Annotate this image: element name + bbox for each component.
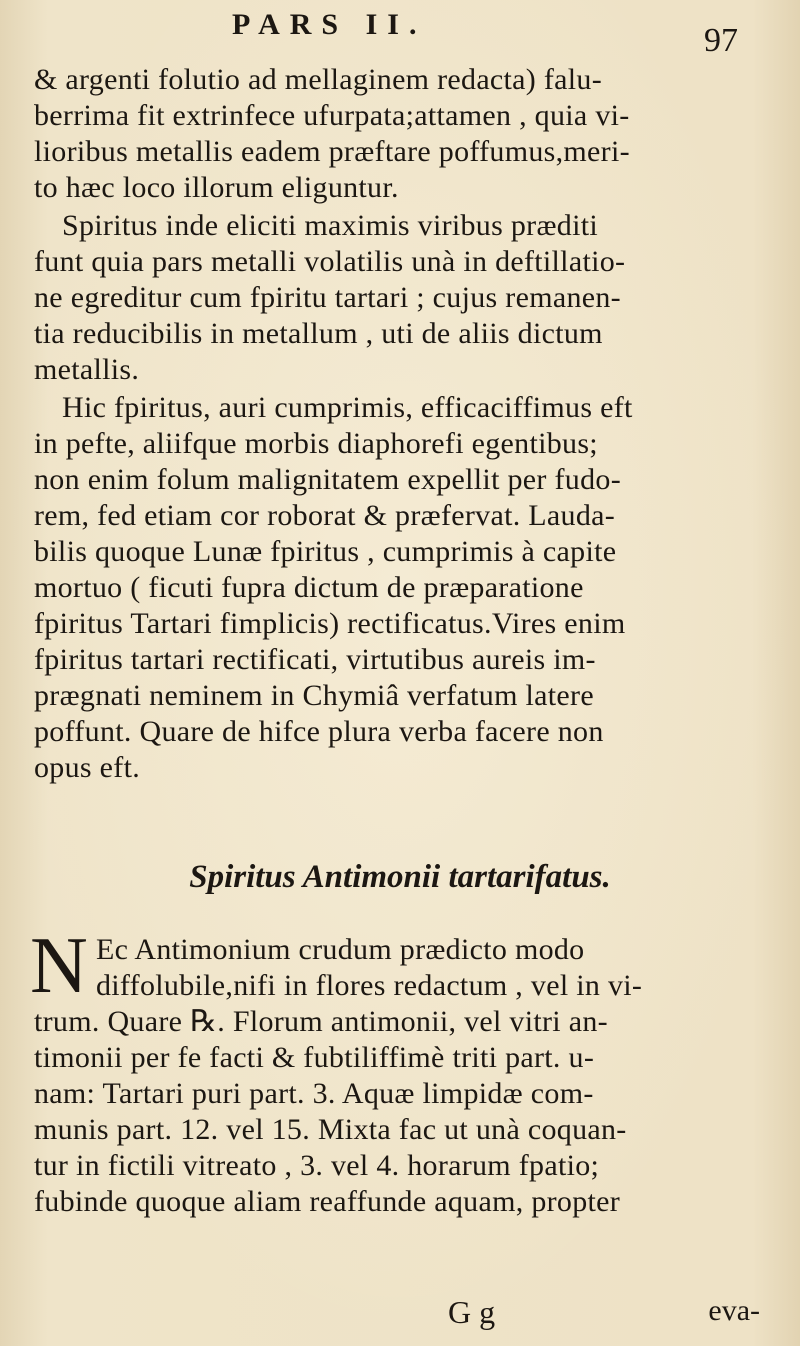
text-line: trum. Quare ℞. Florum antimonii, vel vitri an-	[34, 1005, 608, 1038]
text-line: nam: Tartari puri part. 3. Aquæ limpidæ com-	[34, 1077, 594, 1110]
text-line: tur in fictili vitreato , 3. vel 4. horarum fpatio;	[34, 1149, 600, 1182]
catchword: eva-	[708, 1294, 760, 1327]
text-line: tia reducibilis in metallum , uti de aliis dictum	[34, 317, 603, 350]
running-head: PARS II.	[232, 8, 427, 41]
text-line: funt quia pars metalli volatilis unà in deftillatio-	[34, 245, 626, 278]
text-line: mortuo ( ficuti fupra dictum de præparatione	[34, 571, 584, 604]
text-line: opus eft.	[34, 751, 141, 784]
drop-cap: N	[30, 922, 88, 1010]
text-line: fpiritus Tartari fimplicis) rectificatus.Vires enim	[34, 607, 626, 640]
text-line: in pefte, aliifque morbis diaphorefi egentibus;	[34, 427, 598, 460]
text-line: prægnati neminem in Chymiâ verfatum latere	[34, 679, 594, 712]
text-line: diffolubile,nifi in flores redactum , vel in vi-	[96, 969, 643, 1002]
text-line: & argenti folutio ad mellaginem redacta) falu-	[34, 63, 603, 96]
signature-mark: G g	[448, 1294, 496, 1330]
text-line: berrima fit extrinfece ufurpata;attamen , quia vi-	[34, 99, 630, 132]
text-line: lioribus metallis eadem præftare poffumus,meri-	[34, 135, 630, 168]
text-line: Hic fpiritus, auri cumprimis, efficaciffimus eft	[62, 391, 633, 424]
text-line: ne egreditur cum fpiritu tartari ; cujus remanen-	[34, 281, 621, 314]
text-line: Spiritus inde eliciti maximis viribus præditi	[62, 209, 598, 242]
section-heading: Spiritus Antimonii tartarifatus.	[189, 859, 611, 895]
text-line: non enim folum malignitatem expellit per fudo-	[34, 463, 621, 496]
text-line: timonii per fe facti & fubtiliffimè triti part. u-	[34, 1041, 595, 1074]
text-line: metallis.	[34, 353, 140, 386]
text-line: fubinde quoque aliam reaffunde aquam, propter	[34, 1185, 621, 1218]
text-line: rem, fed etiam cor roborat & præfervat. Lauda-	[34, 499, 616, 532]
text-line: munis part. 12. vel 15. Mixta fac ut unà coquan-	[34, 1113, 627, 1146]
text-line: Ec Antimonium crudum prædicto modo	[96, 933, 585, 966]
text-line: to hæc loco illorum eliguntur.	[34, 171, 399, 204]
text-line: fpiritus tartari rectificati, virtutibus aureis im-	[34, 643, 596, 676]
text-line: poffunt. Quare de hifce plura verba facere non	[34, 715, 604, 748]
page-header	[0, 8, 800, 59]
text-line: bilis quoque Lunæ fpiritus , cumprimis à capite	[34, 535, 617, 568]
page-number: 97	[704, 22, 738, 59]
